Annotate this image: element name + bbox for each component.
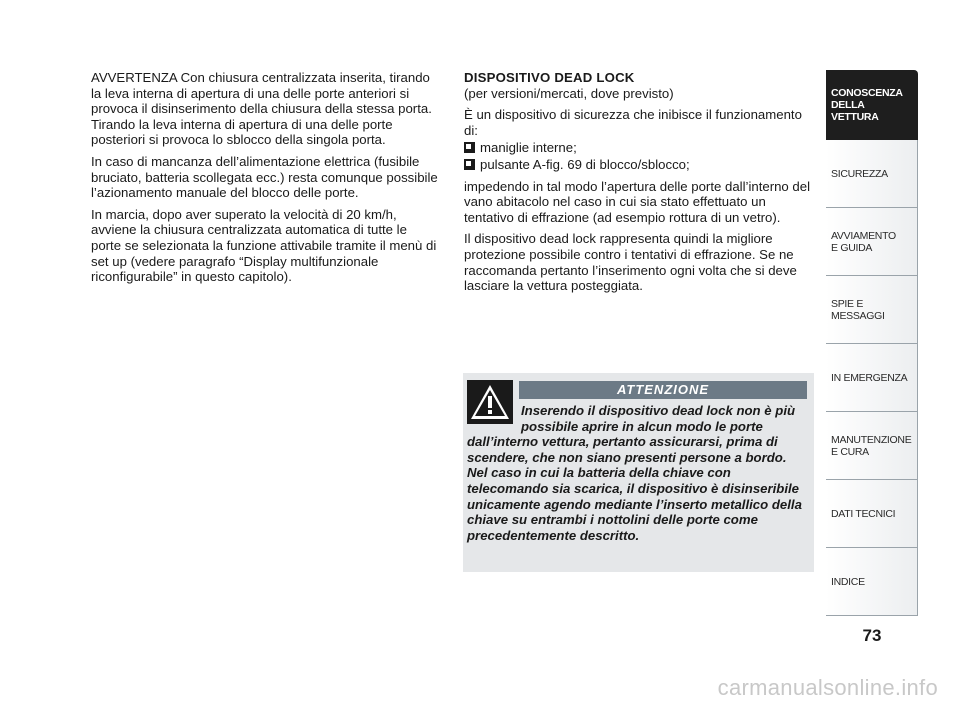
- warning-title: ATTENZIONE: [519, 381, 807, 399]
- watermark: carmanualsonline.info: [717, 675, 938, 700]
- checkbox-bullet-icon: [464, 142, 475, 153]
- chapter-sidebar: [826, 70, 918, 616]
- tab-label: CONOSCENZA DELLA VETTURA: [831, 86, 903, 123]
- list-item-text: maniglie interne;: [480, 140, 577, 156]
- tab-dati-tecnici[interactable]: [826, 480, 918, 548]
- left-paragraph-2: In caso di mancanza dell’alimentazione elettrica (fusibile bruciato, batteria scollegata ecc.) resta comunque possibile l’azionamento manuale del blocco delle porte.: [91, 153, 438, 201]
- section-subheading: (per versioni/mercati, dove previsto): [464, 85, 674, 101]
- checkbox-bullet-icon: [464, 159, 475, 170]
- body-paragraph-2: impedendo in tal modo l’apertura delle porte dall’interno del vano abitacolo nel caso in cui sia stato effettuato un tentativo di effrazione (ad esempio rottura di un vetro).: [464, 178, 811, 225]
- tab-label: SPIE E MESSAGGI: [831, 297, 885, 322]
- left-column: [91, 70, 439, 291]
- tab-indice[interactable]: [826, 548, 918, 616]
- tab-in-emergenza[interactable]: [826, 344, 918, 412]
- right-column: [464, 70, 814, 300]
- warning-box: [463, 373, 814, 572]
- body-paragraph-3: Il dispositivo dead lock rappresenta quindi la migliore protezione possibile contro i tentativi di effrazione. Se ne raccomanda pertanto l’inserimento ogni volta che si deve lasciare la vettura posteggiata.: [464, 231, 797, 294]
- tab-label: AVVIAMENTO E GUIDA: [831, 229, 896, 254]
- tab-conoscenza-della-vettura[interactable]: [826, 70, 918, 140]
- list-item: [464, 140, 814, 156]
- tab-label: MANUTENZIONE E CURA: [831, 433, 912, 458]
- tab-label: DATI TECNICI: [831, 507, 896, 520]
- tab-label: IN EMERGENZA: [831, 371, 908, 384]
- warning-text-block: [467, 403, 807, 543]
- tab-avviamento-e-guida[interactable]: [826, 208, 918, 276]
- list-item: [464, 157, 814, 173]
- tab-label: INDICE: [831, 575, 865, 588]
- page-number: 73: [862, 626, 882, 645]
- tab-spie-e-messaggi[interactable]: [826, 276, 918, 344]
- left-paragraph-3: In marcia, dopo aver superato la velocità di 20 km/h, avviene la chiusura centralizzata automatica di tutte le porte se selezionata la funzione attivabile tramite il menù di set up (vedere paragrafo “Display multifunzionale riconfigurabile” in questo capitolo).: [91, 206, 437, 285]
- tab-label: SICUREZZA: [831, 167, 888, 180]
- tab-sicurezza[interactable]: [826, 140, 918, 208]
- list-item-text: pulsante A-fig. 69 di blocco/sblocco;: [480, 156, 690, 172]
- left-paragraph-1: AVVERTENZA Con chiusura centralizzata inserita, tirando la leva interna di apertura di una delle porte anteriori si provoca il disinserimento della chiusura della stessa porta. Tirando la leva interna di apertura di una delle porte posteriori si provoca lo sblocco della singola porta.: [91, 70, 432, 148]
- warning-text: Inserendo il dispositivo dead lock non è più possibile aprire in alcun modo le porte dall’interno vettura, pertanto assicurarsi, prima di scendere, che non siano presenti persone a bordo. Nel caso in cui la batteria della chiave con telecomando sia scarica, il dispositivo è disinseribile unicamente agendo mediante l’inserto metallico della chiave su entrambi i nottolini delle porte come precedentemente descritto.: [467, 403, 802, 543]
- section-heading: DISPOSITIVO DEAD LOCK: [464, 70, 635, 85]
- tab-manutenzione-e-cura[interactable]: [826, 412, 918, 480]
- intro-paragraph: È un dispositivo di sicurezza che inibisce il funzionamento di:: [464, 107, 802, 138]
